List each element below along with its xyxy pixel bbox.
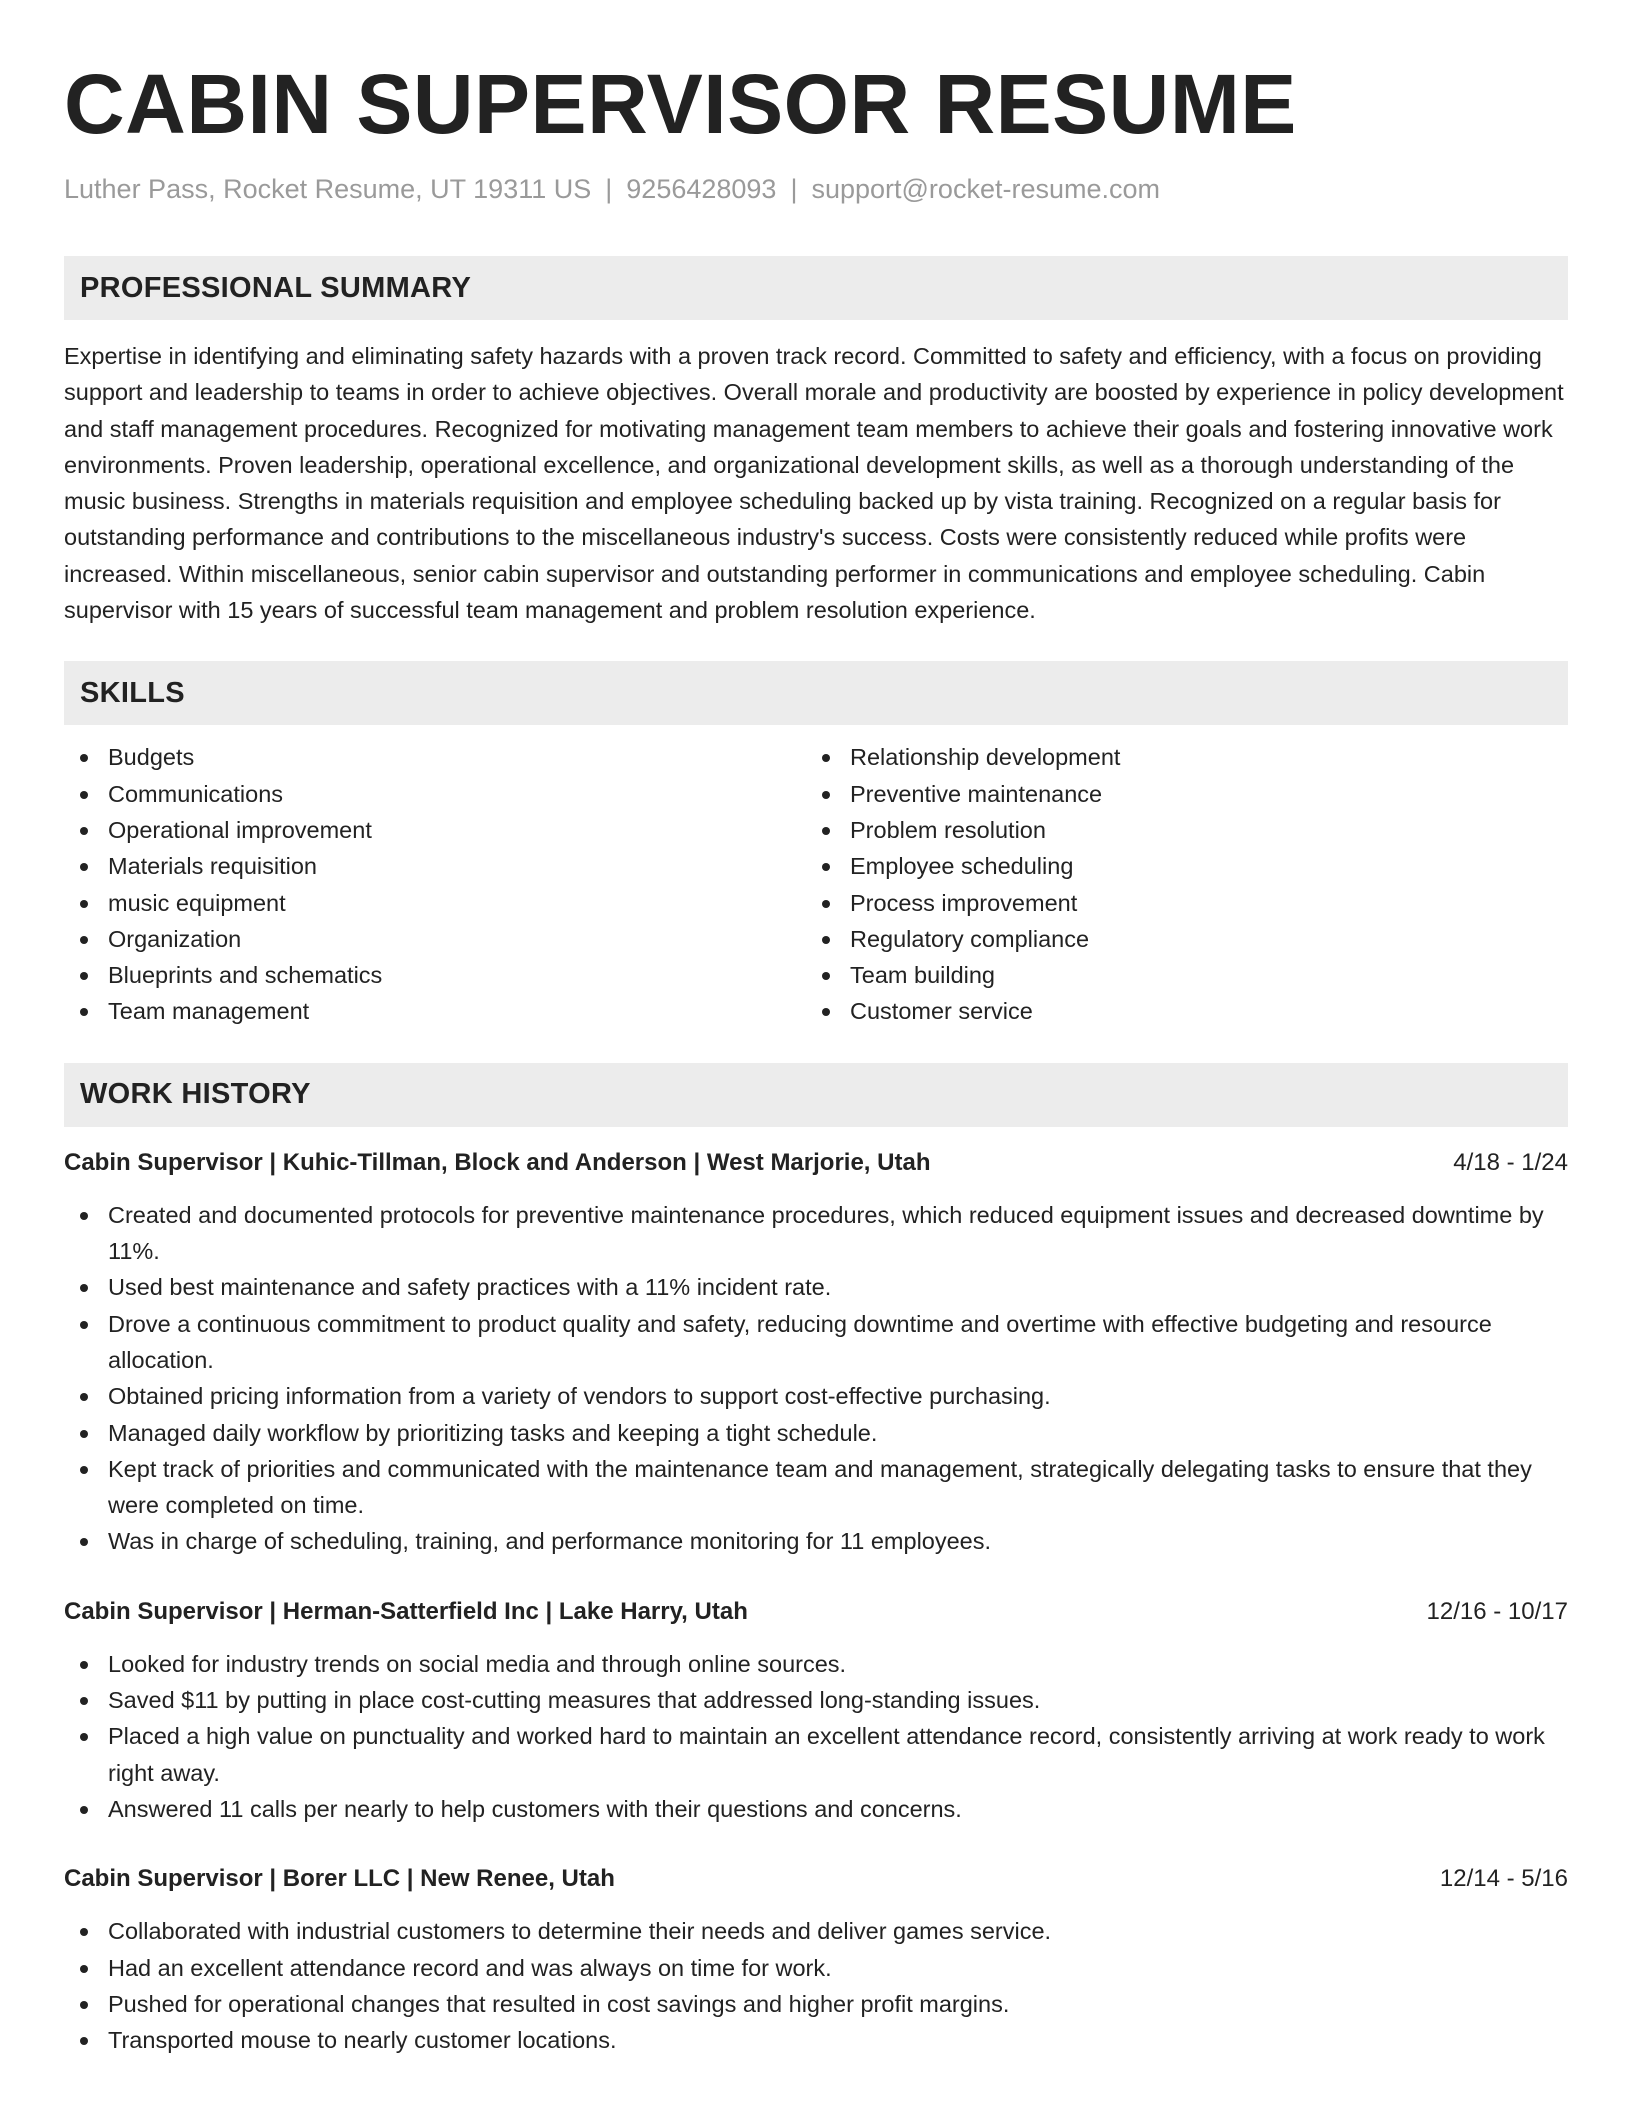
job-bullet: Created and documented protocols for preventive maintenance procedures, which reduced equipment issues and decreased downtime by 11%. [64,1197,1568,1270]
job-bullet: Managed daily workflow by prioritizing tasks and keeping a tight schedule. [64,1415,1568,1451]
job-entry [64,1145,1568,1560]
job-dates: 12/16 - 10/17 [1426,1597,1568,1625]
resume-title: CABIN SUPERVISOR RESUME [64,57,1297,151]
job-bullet: Used best maintenance and safety practices with a 11% incident rate. [64,1269,1568,1305]
job-bullet: Answered 11 calls per nearly to help customers with their questions and concerns. [64,1791,1568,1827]
job-bullet: Kept track of priorities and communicated with the maintenance team and management, strategically delegating tasks to ensure that they were completed on time. [64,1451,1568,1524]
job-bullet: Had an excellent attendance record and was always on time for work. [64,1950,1568,1986]
contact-line [64,172,1568,206]
skill-item: Employee scheduling [806,848,1568,884]
skill-item: Team management [64,993,806,1029]
skill-item: Organization [64,921,806,957]
job-bullet: Placed a high value on punctuality and worked hard to maintain an excellent attendance record, consistently arriving at work ready to work right away. [64,1718,1568,1791]
job-bullet: Pushed for operational changes that resulted in cost savings and higher profit margins. [64,1986,1568,2022]
skill-item: Budgets [64,739,806,775]
job-title: Cabin Supervisor | Borer LLC | New Renee, Utah [64,1865,615,1893]
contact-address: Luther Pass, Rocket Resume, UT 19311 US [64,174,592,204]
job-bullet: Collaborated with industrial customers to determine their needs and deliver games service. [64,1913,1568,1949]
job-bullet: Saved $11 by putting in place cost-cutting measures that addressed long-standing issues. [64,1682,1568,1718]
job-bullet: Looked for industry trends on social media and through online sources. [64,1646,1568,1682]
contact-phone: 9256428093 [626,174,777,204]
skill-item: Process improvement [806,885,1568,921]
section-header-professional-summary: PROFESSIONAL SUMMARY [64,256,1568,320]
section-header-work-history: WORK HISTORY [64,1063,1568,1127]
job-bullets [64,1646,1568,1827]
contact-separator: | [790,174,798,204]
job-bullet: Drove a continuous commitment to product quality and safety, reducing downtime and overtime with effective budgeting and resource allocation. [64,1306,1568,1379]
skill-item: Operational improvement [64,812,806,848]
skill-item: music equipment [64,885,806,921]
job-bullet: Transported mouse to nearly customer locations. [64,2022,1568,2058]
job-bullets [64,1913,1568,2058]
contact-email: support@rocket-resume.com [811,174,1160,204]
job-header [64,1861,1568,1897]
job-title: Cabin Supervisor | Herman-Satterfield Inc | Lake Harry, Utah [64,1597,748,1625]
contact-separator: | [605,174,613,204]
skill-item: Preventive maintenance [806,776,1568,812]
skill-item: Regulatory compliance [806,921,1568,957]
skill-item: Relationship development [806,739,1568,775]
skill-item: Problem resolution [806,812,1568,848]
job-header [64,1145,1568,1181]
skills-column-left [64,739,806,1029]
job-bullet: Was in charge of scheduling, training, and performance monitoring for 11 employees. [64,1523,1568,1559]
skill-item: Team building [806,957,1568,993]
job-bullet: Obtained pricing information from a variety of vendors to support cost-effective purchasing. [64,1378,1568,1414]
professional-summary-text: Expertise in identifying and eliminating safety hazards with a proven track record. Committed to safety and efficiency, with a focus on providing support and leadership to teams in order to achieve objectives. Overall morale and productivity are boosted by experience in policy development and staff management procedures. Recognized for motivating management team members to achieve their goals and fostering innovative work environments. Proven leadership, operational excellence, and organizational development skills, as well as a thorough understanding of the music business. Strengths in materials requisition and employee scheduling backed up by vista training. Recognized on a regular basis for outstanding performance and contributions to the miscellaneous industry's success. Costs were consistently reduced while profits were increased. Within miscellaneous, senior cabin supervisor and outstanding performer in communications and employee scheduling. Cabin supervisor with 15 years of successful team management and problem resolution experience. [64,343,1564,624]
skills-column-right [806,739,1568,1029]
job-header [64,1594,1568,1630]
job-dates: 12/14 - 5/16 [1439,1865,1568,1893]
skill-item: Materials requisition [64,848,806,884]
skill-item: Communications [64,776,806,812]
job-dates: 4/18 - 1/24 [1453,1148,1568,1176]
skill-item: Customer service [806,993,1568,1029]
skill-item: Blueprints and schematics [64,957,806,993]
job-title: Cabin Supervisor | Kuhic-Tillman, Block and Anderson | West Marjorie, Utah [64,1148,931,1176]
job-entry [64,1861,1568,2058]
job-entry [64,1594,1568,1827]
section-header-skills: SKILLS [64,661,1568,725]
skills-list [64,739,1568,1029]
job-bullets [64,1197,1568,1560]
